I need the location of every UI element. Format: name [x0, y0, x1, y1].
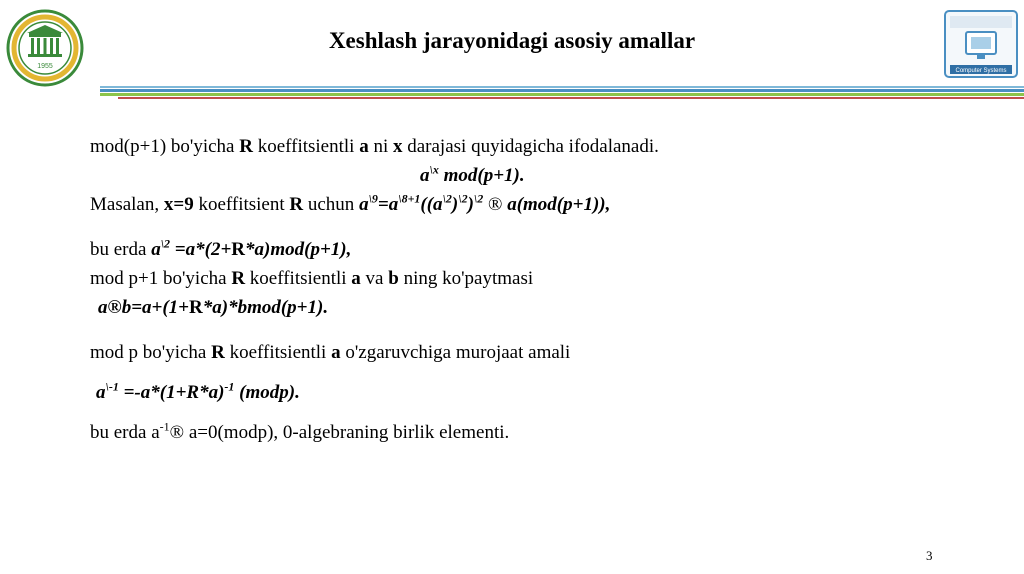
- stripe-top: [100, 86, 1024, 88]
- line-1: mod(p+1) bo'yicha R koeffitsientli a ni x darajasi quyidagicha ifodalanadi.: [90, 136, 659, 157]
- line-2-formula: $a^{\backslash x}$ mod(p+1).: [420, 162, 525, 186]
- stripe-green: [100, 93, 1024, 96]
- line-7: mod p bo'yicha R koeffitsientli a o'zgaruvchiga murojaat amali: [90, 342, 571, 363]
- line-6-formula: a®b=a+(1+R*a)*bmod(p+1).: [98, 297, 329, 318]
- line-8-formula: $a^{\backslash-1} =-a*(1+R*a)^{-1}$ (modp).: [96, 379, 300, 403]
- line-3: Masalan, x=9 koeffitsient R uchun $a^{\backslash 9}=a^{\backslash 8+1}((a^{\backslash 2})^{\backslash 2})^{\backslash 2}$ ® a(mod(p+1)),: [90, 191, 611, 215]
- line-4: bu erda $a^{\backslash 2} =a*(2+R*a)mod(p+1)$,: [90, 236, 352, 260]
- slide-body: [90, 132, 970, 447]
- page-number: 3: [926, 548, 933, 563]
- logo-caption: Computer Systems: [955, 68, 1007, 74]
- stripe-red: [118, 97, 1024, 99]
- line-5: mod p+1 bo'yicha R koeffitsientli a va b ning ko'paytmasi: [90, 268, 534, 289]
- line-9: bu erda $a^{-1}®$ a=0(modp), 0-algebraning birlik elementi.: [90, 419, 510, 443]
- slide-title: Xeshlash jarayonidagi asosiy amallar: [328, 28, 696, 53]
- logo-year: 1955: [37, 63, 53, 70]
- stripe-blue: [100, 89, 1024, 92]
- computer-systems-logo: [944, 10, 1018, 78]
